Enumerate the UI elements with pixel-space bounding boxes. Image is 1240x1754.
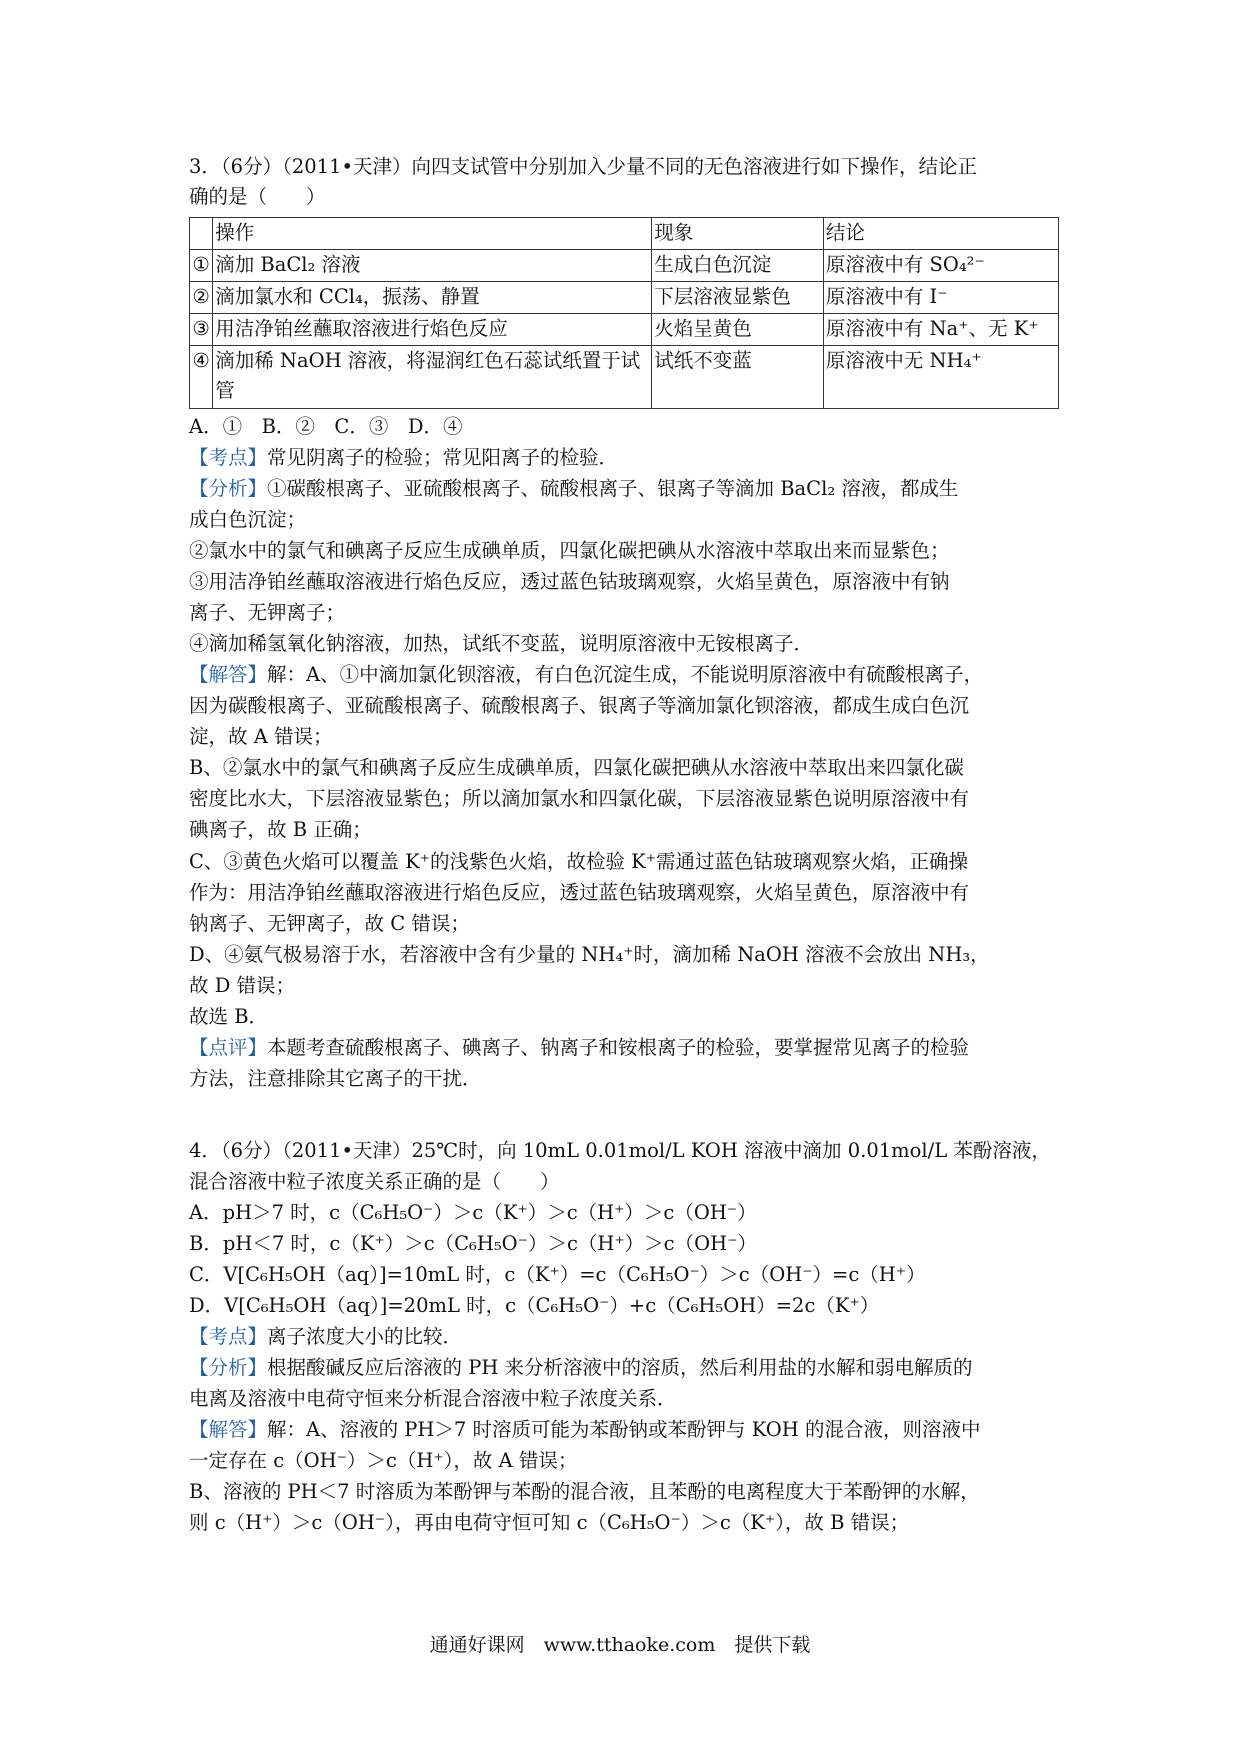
table-row (190, 250, 1059, 282)
q3-jieda-line-5: 密度比水大，下层溶液显紫色；所以滴加氯水和四氯化碳，下层溶液显紫色说明原溶液中有 (189, 787, 970, 810)
table-cell: ② (190, 282, 213, 314)
section-tag: 【分析】 (189, 477, 268, 500)
table-cell: 下层溶液显紫色 (652, 282, 824, 314)
table-cell (190, 218, 213, 250)
q3-fenxi-line-3: ②氯水中的氯气和碘离子反应生成碘单质，四氯化碳把碘从水溶液中萃取出来而显紫色； (189, 539, 950, 562)
table-header-conclusion: 结论 (823, 218, 1058, 250)
table-row (190, 314, 1059, 346)
table-cell: ③ (190, 314, 213, 346)
q4-kaodian (189, 1322, 462, 1352)
q3-jieda-line-9: 钠离子、无钾离子，故 C 错误； (189, 912, 470, 935)
section-text: 离子浓度大小的比较． (267, 1325, 463, 1348)
table-row (190, 282, 1059, 314)
q3-dianping-line-2: 方法，注意排除其它离子的干扰． (189, 1067, 482, 1090)
section-text: 本题考查硫酸根离子、碘离子、钠离子和铵根离子的检验，要掌握常见离子的检验 (267, 1036, 970, 1059)
table-header-row (190, 218, 1059, 250)
table-cell: 用洁净铂丝蘸取溶液进行焰色反应 (213, 314, 652, 346)
q4-fenxi-line-2: 电离及溶液中电荷守恒来分析混合溶液中粒子浓度关系． (189, 1387, 677, 1410)
q4-option-b: B．pH＜7 时，c（K⁺）＞c（C₆H₅O⁻）＞c（H⁺）＞c（OH⁻） (189, 1232, 757, 1255)
section-text: 根据酸碱反应后溶液的 PH 来分析溶液中的溶质，然后利用盐的水解和弱电解质的 (267, 1356, 973, 1379)
table-cell: ① (190, 250, 213, 282)
table-cell: ④ (190, 346, 213, 409)
table-cell: 生成白色沉淀 (652, 250, 824, 282)
table-cell: 滴加稀 NaOH 溶液，将湿润红色石蕊试纸置于试管 (213, 346, 652, 409)
table-cell: 滴加氯水和 CCl₄，振荡、静置 (213, 282, 652, 314)
table-cell: 原溶液中有 Na⁺、无 K⁺ (823, 314, 1058, 346)
q3-stem-line-2: 确的是（ ） (189, 185, 326, 208)
table-header-operation: 操作 (213, 218, 652, 250)
section-tag: 【点评】 (189, 1036, 268, 1059)
q3-jieda-line-1 (189, 660, 983, 690)
q3-fenxi-line-6: ④滴加稀氢氧化钠溶液，加热，试纸不变蓝，说明原溶液中无铵根离子． (189, 632, 814, 655)
q4-jieda-line-1 (189, 1415, 980, 1445)
section-text: ①碳酸根离子、亚硫酸根离子、硫酸根离子、银离子等滴加 BaCl₂ 溶液，都成生 (267, 477, 959, 500)
table-header-phenomenon: 现象 (652, 218, 824, 250)
q4-option-a: A．pH＞7 时，c（C₆H₅O⁻）＞c（K⁺）＞c（H⁺）＞c（OH⁻） (189, 1201, 757, 1224)
table-cell: 火焰呈黄色 (652, 314, 824, 346)
table-cell: 试纸不变蓝 (652, 346, 824, 409)
page-footer: 通通好课网 www.tthaoke.com 提供下载 (429, 1634, 811, 1656)
q3-jieda-line-6: 碘离子，故 B 正确； (189, 818, 372, 841)
table-cell: 原溶液中有 SO₄²⁻ (823, 250, 1058, 282)
section-tag: 【考点】 (189, 1325, 268, 1348)
section-tag: 【解答】 (189, 1418, 268, 1441)
section-text: 常见阴离子的检验；常见阳离子的检验． (267, 446, 619, 469)
q4-option-d: D．V[C₆H₅OH（aq）]=20mL 时，c（C₆H₅O⁻）+c（C₆H₅OH）=2c（K⁺） (189, 1294, 880, 1317)
q3-table (189, 217, 1059, 409)
section-tag: 【考点】 (189, 446, 268, 469)
table-cell: 滴加 BaCl₂ 溶液 (213, 250, 652, 282)
q3-fenxi-line-2: 成白色沉淀； (189, 508, 307, 531)
q3-jieda-line-11: 故 D 错误； (189, 974, 296, 997)
q3-jieda-line-4: B、②氯水中的氯气和碘离子反应生成碘单质，四氯化碳把碘从水溶液中萃取出来四氯化碳 (189, 756, 964, 779)
q3-stem-line-1: 3．（6分）（2011•天津）向四支试管中分别加入少量不同的无色溶液进行如下操作，结论正 (189, 155, 977, 178)
q3-dianping-line-1 (189, 1033, 969, 1063)
q3-jieda-line-12: 故选 B． (189, 1005, 269, 1028)
section-text: 解：A、溶液的 PH＞7 时溶质可能为苯酚钠或苯酚钾与 KOH 的混合液，则溶液中 (267, 1418, 981, 1441)
q3-jieda-line-8: 作为：用洁净铂丝蘸取溶液进行焰色反应，透过蓝色钴玻璃观察，火焰呈黄色，原溶液中有 (189, 881, 970, 904)
q3-fenxi-line-5: 离子、无钾离子； (189, 601, 346, 624)
q3-jieda-line-7: C、③黄色火焰可以覆盖 K⁺的浅紫色火焰，故检验 K⁺需通过蓝色钴玻璃观察火焰，正确操 (189, 850, 969, 873)
q3-fenxi-line-4: ③用洁净铂丝蘸取溶液进行焰色反应，透过蓝色钴玻璃观察，火焰呈黄色，原溶液中有钠 (189, 570, 950, 593)
q4-stem-line-2: 混合溶液中粒子浓度关系正确的是（ ） (189, 1170, 560, 1193)
q4-stem-line-1: 4．（6分）（2011•天津）25℃时，向 10mL 0.01mol/L KOH 溶液中滴加 0.01mol/L 苯酚溶液， (189, 1139, 1051, 1162)
q4-jieda-line-2: 一定存在 c（OH⁻）＞c（H⁺），故 A 错误； (189, 1449, 578, 1472)
q3-kaodian (189, 443, 618, 473)
q3-options: A．① B．② C．③ D．④ (189, 415, 463, 438)
section-tag: 【分析】 (189, 1356, 268, 1379)
q4-fenxi-line-1 (189, 1353, 973, 1383)
q4-jieda-line-4: 则 c（H⁺）＞c（OH⁻），再由电荷守恒可知 c（C₆H₅O⁻）＞c（K⁺），故 B 错误； (189, 1511, 910, 1534)
q3-fenxi-line-1 (189, 474, 958, 504)
section-text: 解：A、①中滴加氯化钡溶液，有白色沉淀生成，不能说明原溶液中有硫酸根离子， (267, 663, 984, 686)
table-cell: 原溶液中有 I⁻ (823, 282, 1058, 314)
q3-jieda-line-10: D、④氨气极易溶于水，若溶液中含有少量的 NH₄⁺时，滴加稀 NaOH 溶液不会放出 NH₃， (189, 943, 990, 966)
section-tag: 【解答】 (189, 663, 268, 686)
table-row (190, 346, 1059, 409)
q4-option-c: C．V[C₆H₅OH（aq）]=10mL 时，c（K⁺）=c（C₆H₅O⁻）＞c（OH⁻）=c（H⁺） (189, 1263, 926, 1286)
q3-jieda-line-2: 因为碳酸根离子、亚硫酸根离子、硫酸根离子、银离子等滴加氯化钡溶液，都成生成白色沉 (189, 694, 970, 717)
q3-jieda-line-3: 淀，故 A 错误； (189, 725, 333, 748)
q4-jieda-line-3: B、溶液的 PH＜7 时溶质为苯酚钾与苯酚的混合液，且苯酚的电离程度大于苯酚钾的水解， (189, 1480, 980, 1503)
table-cell: 原溶液中无 NH₄⁺ (823, 346, 1058, 409)
